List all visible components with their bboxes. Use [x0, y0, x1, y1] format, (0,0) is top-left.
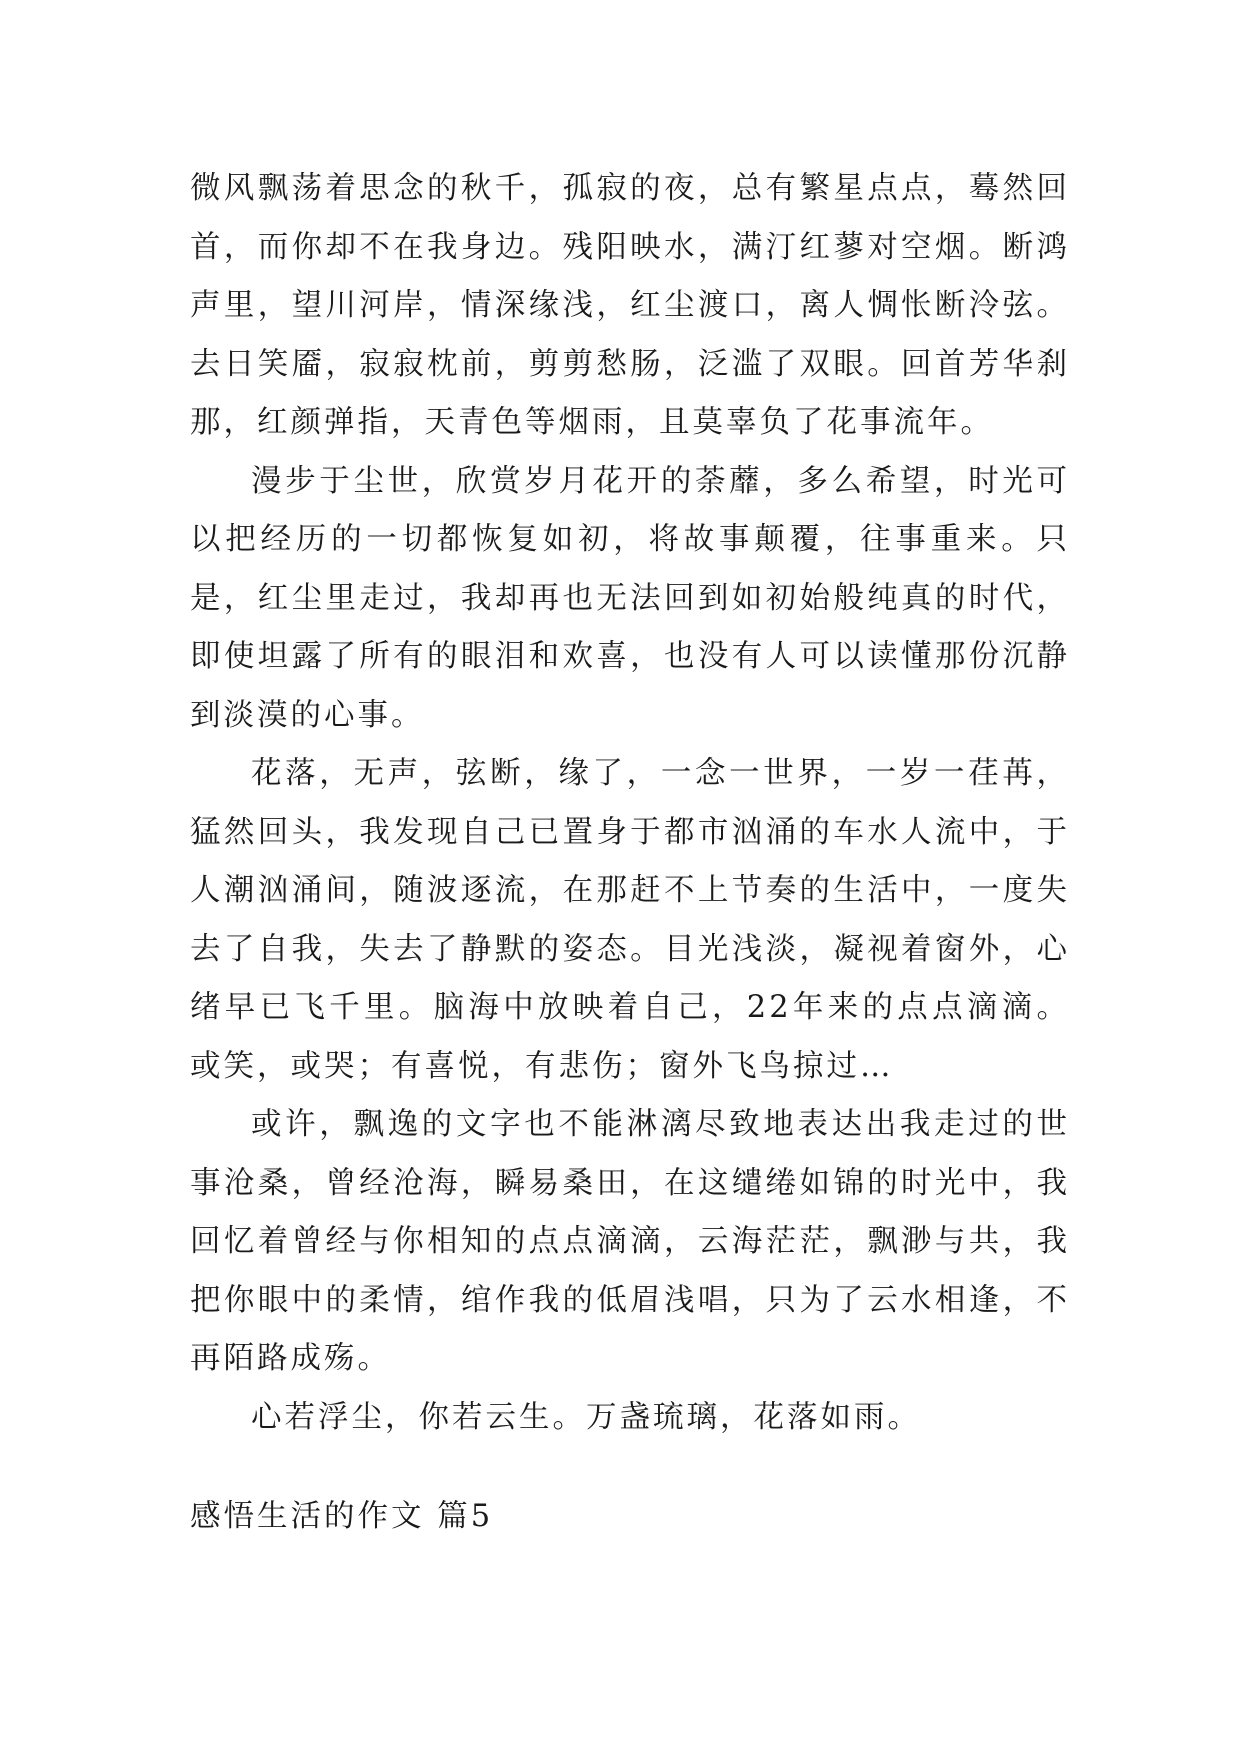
paragraph-2: 漫步于尘世，欣赏岁月花开的荼蘼，多么希望，时光可以把经历的一切都恢复如初，将故事颠覆，往事重来。只是，红尘里走过，我却再也无法回到如初始般纯真的时代，即使坦露了所有的眼泪和欢喜，也没有人可以读懂那份沉静到淡漠的心事。 [190, 463, 1070, 733]
document-body [190, 160, 1070, 1447]
paragraph-5: 心若浮尘，你若云生。万盏琉璃，花落如雨。 [251, 1399, 921, 1435]
paragraph-4: 或许，飘逸的文字也不能淋漓尽致地表达出我走过的世事沧桑，曾经沧海，瞬易桑田，在这缱绻如锦的时光中，我回忆着曾经与你相知的点点滴滴，云海茫茫，飘渺与共，我把你眼中的柔情，绾作我的低眉浅唱，只为了云水相逢，不再陌路成殇。 [190, 1107, 1070, 1376]
paragraph-1: 微风飘荡着思念的秋千，孤寂的夜，总有繁星点点，蓦然回首，而你却不在我身边。残阳映水，满汀红蓼对空烟。断鸿声里，望川河岸，情深缘浅，红尘渡口，离人惆怅断泠弦。去日笑靥，寂寂枕前，剪剪愁肠，泛滥了双眼。回首芳华刹那，红颜弹指，天青色等烟雨，且莫辜负了花事流年。 [190, 171, 1070, 440]
section-heading: 感悟生活的作文 篇5 [190, 1499, 494, 1534]
paragraph-3: 花落，无声，弦断，缘了，一念一世界，一岁一荏苒，猛然回头，我发现自己已置身于都市汹涌的车水人流中，于人潮汹涌间，随波逐流，在那赶不上节奏的生活中，一度失去了自我，失去了静默的姿态。目光浅淡，凝视着窗外，心绪早已飞千里。脑海中放映着自己，22年来的点点滴滴。或笑，或哭；有喜悦，有悲伤；窗外飞鸟掠过… [190, 756, 1070, 1084]
